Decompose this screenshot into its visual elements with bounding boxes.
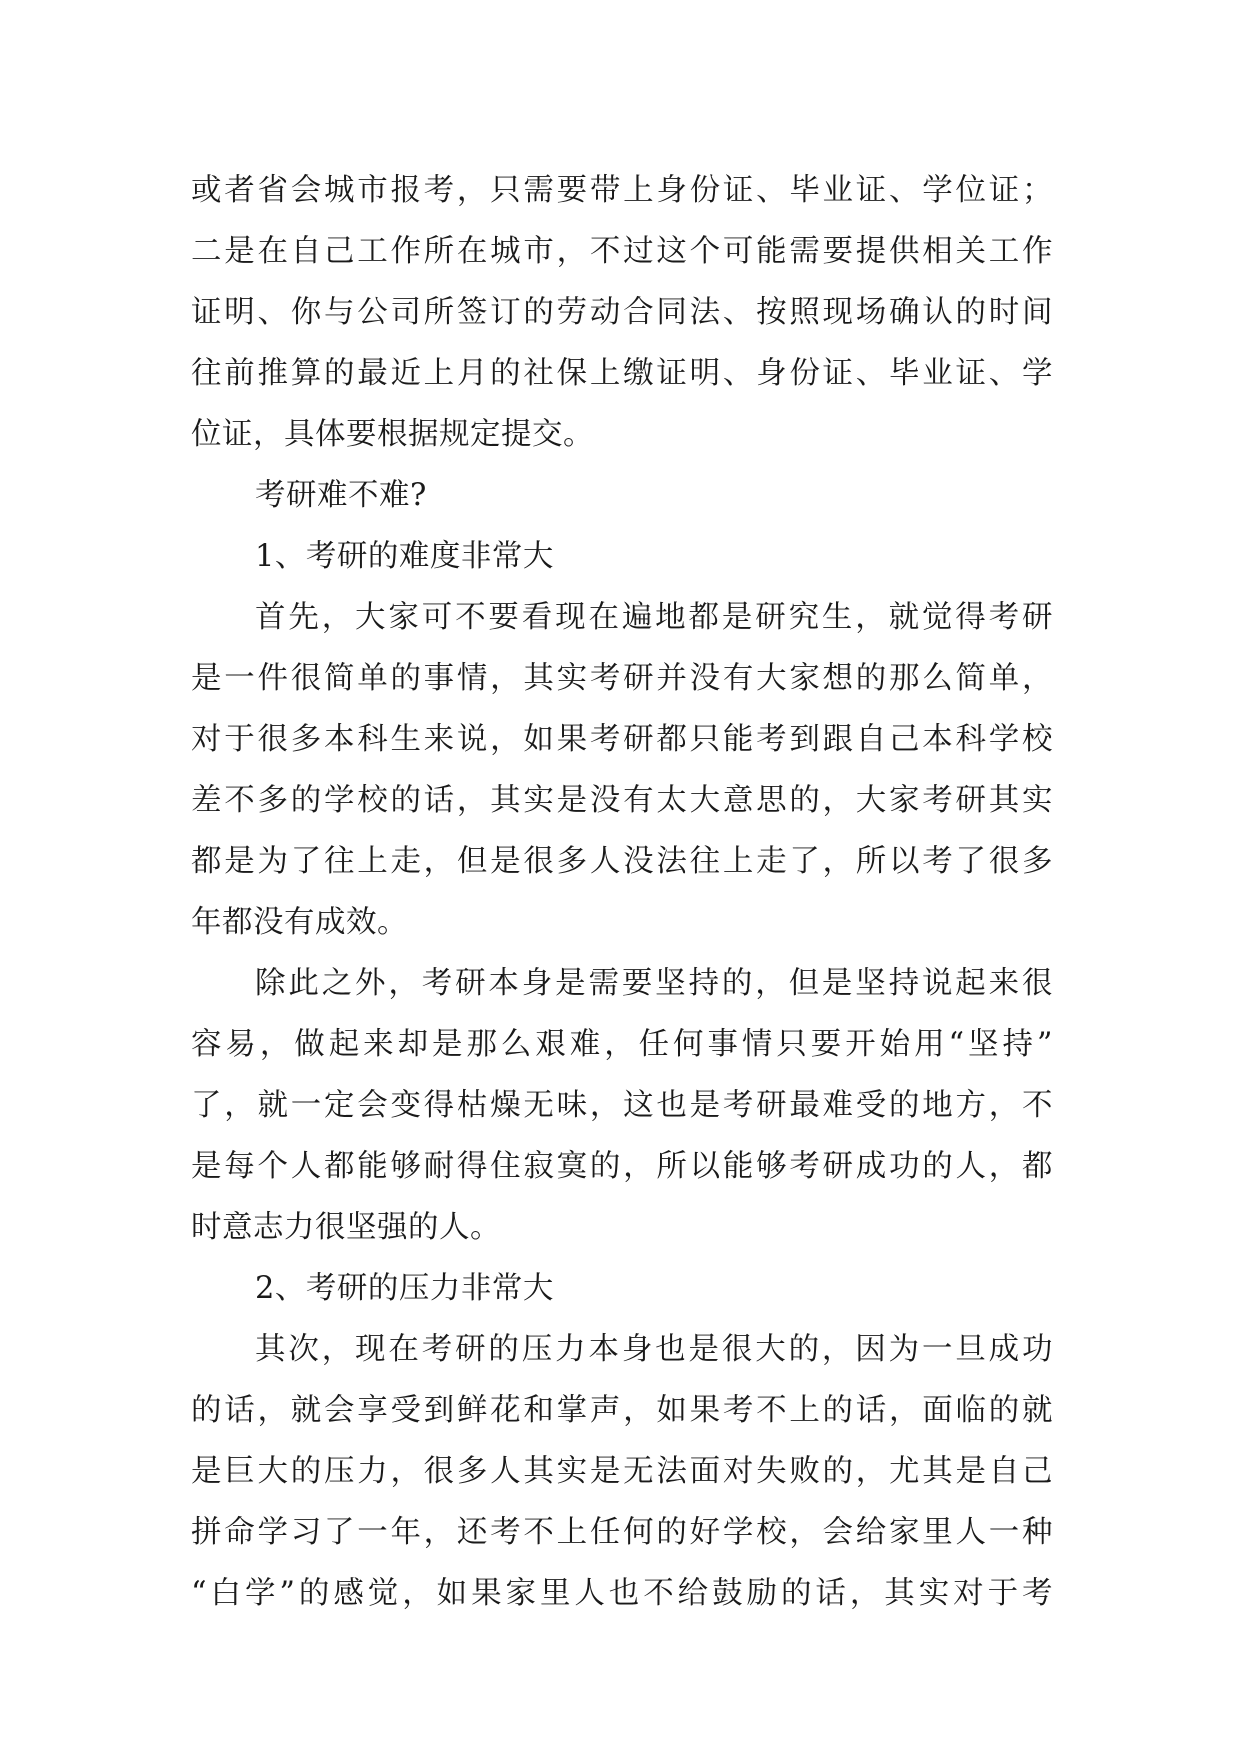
text-line: 差不多的学校的话，其实是没有太大意思的，大家考研其实 (191, 783, 1053, 818)
text-line: 是每个人都能够耐得住寂寞的，所以能够考研成功的人，都 (191, 1149, 1053, 1184)
text-line: 往前推算的最近上月的社保上缴证明、身份证、毕业证、学 (191, 356, 1053, 391)
section-question: 考研难不难? (255, 478, 427, 513)
text-line: 其次，现在考研的压力本身也是很大的，因为一旦成功 (255, 1332, 1053, 1367)
text-line: 都是为了往上走，但是很多人没法往上走了，所以考了很多 (191, 844, 1053, 879)
text-line: 拼命学习了一年，还考不上任何的好学校，会给家里人一种 (191, 1515, 1053, 1550)
text-line: 年都没有成效。 (191, 905, 408, 940)
section-heading-1: 1、考研的难度非常大 (255, 539, 554, 574)
text-line: 或者省会城市报考，只需要带上身份证、毕业证、学位证； (191, 173, 1053, 208)
text-line: 时意志力很坚强的人。 (191, 1210, 501, 1245)
text-line: 容易，做起来却是那么艰难，任何事情只要开始用“坚持” (191, 1027, 1053, 1062)
text-line: 的话，就会享受到鲜花和掌声，如果考不上的话，面临的就 (191, 1393, 1053, 1428)
text-line: 证明、你与公司所签订的劳动合同法、按照现场确认的时间 (191, 295, 1053, 330)
text-line: 位证，具体要根据规定提交。 (191, 417, 594, 452)
text-line: 对于很多本科生来说，如果考研都只能考到跟自己本科学校 (191, 722, 1053, 757)
section-heading-2: 2、考研的压力非常大 (255, 1271, 554, 1306)
text-line: 了，就一定会变得枯燥无味，这也是考研最难受的地方，不 (191, 1088, 1053, 1123)
document-body (191, 160, 1053, 1624)
text-line: 是巨大的压力，很多人其实是无法面对失败的，尤其是自己 (191, 1454, 1053, 1489)
text-line: 是一件很简单的事情，其实考研并没有大家想的那么简单， (191, 661, 1053, 696)
text-line: 除此之外，考研本身是需要坚持的，但是坚持说起来很 (255, 966, 1053, 1001)
text-line: 二是在自己工作所在城市，不过这个可能需要提供相关工作 (191, 234, 1053, 269)
text-line: 首先，大家可不要看现在遍地都是研究生，就觉得考研 (255, 600, 1053, 635)
text-line: “白学”的感觉，如果家里人也不给鼓励的话，其实对于考 (191, 1576, 1053, 1611)
